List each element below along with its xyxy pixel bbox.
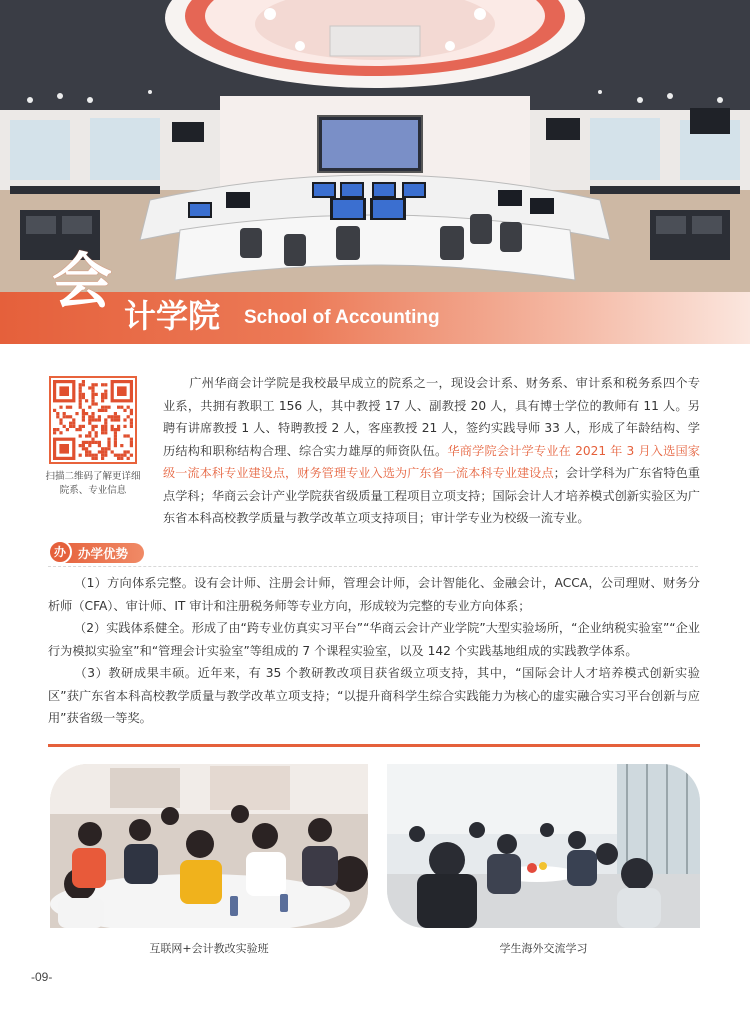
title-english: School of Accounting <box>244 307 440 328</box>
orange-divider <box>48 744 700 747</box>
photo-classroom <box>50 764 368 928</box>
photo-caption-left: 互联网+会计教改实验班 <box>149 942 269 955</box>
title-chinese: 计学院 <box>124 297 221 335</box>
classroom-illustration <box>50 764 368 928</box>
photo-caption-right: 学生海外交流学习 <box>499 942 588 955</box>
qr-pattern <box>51 378 135 462</box>
advantage-item: （1）方向体系完整。设有会计师、注册会计师，管理会计师，会计智能化、金融会计，ACCA，公司理财、财务分析师（CFA）、审计师、IT 审计和注册税务师等专业方向，形成较为完整的专业方向体系； <box>48 576 700 613</box>
hero-lab-photo <box>0 0 750 292</box>
intro-paragraph <box>163 372 700 530</box>
section-label: 办学优势 <box>78 546 129 561</box>
page-number: -09- <box>31 970 53 984</box>
lab-illustration <box>0 0 750 292</box>
advantage-item: （2）实践体系健全。形成了由“跨专业仿真实习平台”“华商云会计产业学院”大型实验场所，“企业纳税实验室”“企业行为模拟实验室”和“管理会计实验室”等组成的 7 个课程实验室，以及 142 个实践基地组成的实践教学体系。 <box>48 621 700 658</box>
section-icon: 办 <box>48 540 72 564</box>
qr-caption: 扫描二维码了解更详细院系、专业信息 <box>45 471 141 496</box>
advantage-item: （3）教研成果丰硕。近年来，有 35 个教研教改项目获省级立项支持，其中，“国际会计人才培养模式创新实验区”获广东省本科高校教学质量与教学改革立项支持；“以提升商科学生综合实践能力为核心的虚实融合实习平台创新与应用”获省级一等奖。 <box>48 666 700 725</box>
section-header <box>48 542 168 564</box>
title-big-char: 会 <box>52 247 110 317</box>
intro-text-2: ；会计学科为广东省特色重点学科；华商云会计产业学院获省级质量工程项目立项支持；国际会计人才培养模式创新实验区为广东省本科高校教学质量与教学改革立项支持项目；审计学专业为校级一流专业。 <box>163 466 701 525</box>
intro-highlight: 华商学院会计学专业在 2021 年 3 月入选国家级一流本科专业建设点，财务管理专业入选为广东省一流本科专业建设点 <box>163 443 700 480</box>
photo-exchange <box>387 764 700 928</box>
advantages-list <box>48 572 700 730</box>
qr-code[interactable] <box>49 376 137 464</box>
intro-text-1: 广州华商会计学院是我校最早成立的院系之一，现设会计系、财务系、审计系和税务系四个专业系，共拥有教职工 156 人，其中教授 17 人、副教授 20 人，具有博士学位的教师有 11 人。另聘有讲席教授 1 人、特聘教授 2 人，客座教授 21 人，签约实践导师 33 人，形成了年龄结构、学历结构和职称结构合理、综合实力雄厚的师资队伍。 <box>163 376 700 458</box>
section-dashed-line <box>48 566 698 568</box>
exchange-illustration <box>387 764 700 928</box>
